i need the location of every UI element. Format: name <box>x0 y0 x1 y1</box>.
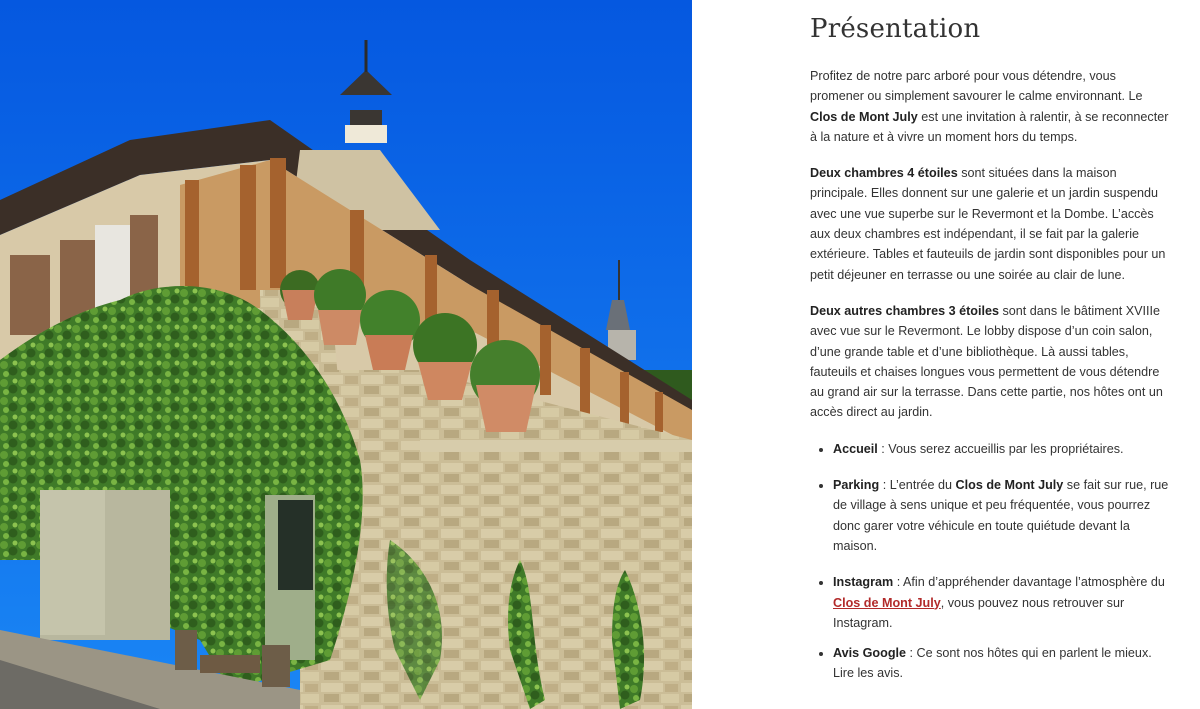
property-name: Clos de Mont July <box>810 109 918 124</box>
presentation-title: Présentation <box>810 14 981 44</box>
rooms-4-stars-heading: Deux chambres 4 étoiles <box>810 166 958 181</box>
instagram-link[interactable]: Clos de Mont July <box>833 595 941 610</box>
intro-paragraph: Profitez de notre parc arboré pour vous détendre, vous promener ou simplement savourer le calme environnant. Le Clos de Mont July est une invitation à ralentir, à se reconnecter à la nature et à vivre un moment hors du temps. <box>810 69 1169 144</box>
list-item-parking: • Parking : L’entrée du Clos de Mont July se fait sur rue, rue de village à sens unique et peu fréquentée, vous pourrez donc garer votre véhicule en toute quiétude devant la maison. <box>833 475 1170 556</box>
list-item-instagram: • Instagram : Afin d’appréhender davantage l’atmosphère du Clos de Mont July, vous pouvez nous retrouver sur Instagram. <box>833 572 1170 633</box>
features-list <box>810 439 1170 684</box>
rooms-3-stars-heading: Deux autres chambres 3 étoiles <box>810 303 999 318</box>
list-item-google: • Avis Google : Ce sont nos hôtes qui en parlent le mieux. Lire les avis. <box>833 643 1170 684</box>
list-item-accueil: • Accueil : Vous serez accueillis par les propriétaires. <box>833 439 1170 459</box>
presentation-section <box>810 14 1170 700</box>
rooms-4-stars-paragraph: Deux chambres 4 étoiles sont situées dans la maison principale. Elles donnent sur une galerie et un jardin suspendu avec une vue superbe sur le Revermont et la Dombe. L’accès aux deux chambres est indépendant, il se fait par la galerie extérieure. Tables et fauteuils de jardin sont disponibles pour un petit déjeuner en terrasse ou une soirée au clair de lune. <box>810 166 1166 282</box>
rooms-3-stars-paragraph: Deux autres chambres 3 étoiles sont dans le bâtiment XVIIIe avec vue sur le Revermont. Le lobby dispose d’un coin salon, d’une grande table et d’une bibliothèque. Là aussi tables, fauteuils et chaises longues vous permettent de vous détendre au grand air sur la terrasse. Dans cette partie, nos hôtes ont un accès direct au jardin. <box>810 303 1163 420</box>
